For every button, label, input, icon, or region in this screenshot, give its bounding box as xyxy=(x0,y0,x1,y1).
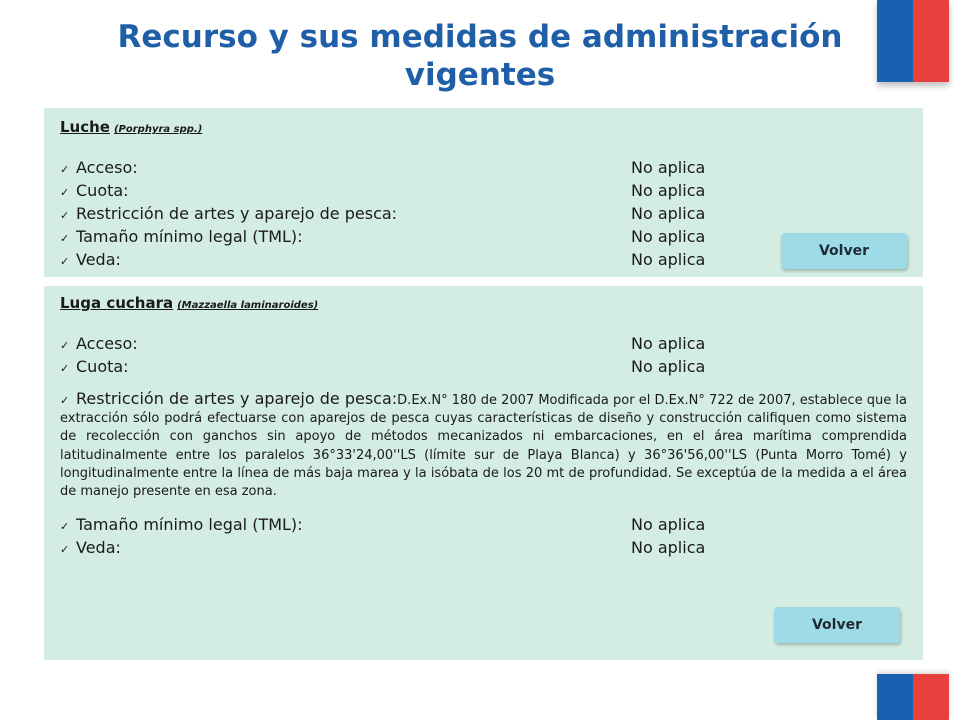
measure-item-acceso xyxy=(60,332,907,355)
measure-label: Acceso: xyxy=(76,158,138,177)
flag-red-stripe xyxy=(913,674,949,720)
checkmark-icon: ✓ xyxy=(60,362,70,375)
volver-button[interactable]: Volver xyxy=(781,233,907,269)
measure-value: No aplica xyxy=(631,334,706,353)
checkmark-icon: ✓ xyxy=(60,394,70,407)
checkmark-icon: ✓ xyxy=(60,520,70,534)
measure-value: No aplica xyxy=(631,515,706,535)
measure-label: Tamaño mínimo legal (TML): xyxy=(76,515,303,535)
chile-flag-logo-bottom xyxy=(877,674,949,720)
species-common-name: Luga cuchara xyxy=(60,294,174,312)
species-common-name: Luche xyxy=(60,118,110,136)
measure-value: No aplica xyxy=(631,250,706,269)
checkmark-icon: ✓ xyxy=(60,255,70,268)
measure-value: No aplica xyxy=(631,158,706,177)
measure-item-tml xyxy=(60,513,907,536)
resource-panel-luga-cuchara xyxy=(44,286,923,660)
measure-value: No aplica xyxy=(631,227,706,246)
flag-red-stripe xyxy=(913,0,949,82)
measure-label: Veda: xyxy=(76,250,121,269)
volver-button[interactable]: Volver xyxy=(774,607,900,643)
measure-item-acceso xyxy=(60,156,907,179)
measure-item-veda xyxy=(60,248,907,271)
species-heading xyxy=(60,116,907,138)
checkmark-icon: ✓ xyxy=(60,163,70,176)
flag-blue-stripe xyxy=(877,0,913,82)
measure-value: No aplica xyxy=(631,538,706,558)
checkmark-icon: ✓ xyxy=(60,543,70,557)
flag-blue-stripe xyxy=(877,674,913,720)
measure-item-tml xyxy=(60,225,907,248)
chile-flag-logo-top xyxy=(877,0,949,82)
measure-label: Restricción de artes y aparejo de pesca: xyxy=(76,389,398,408)
page-title xyxy=(60,18,900,94)
page-title-line2: vigentes xyxy=(404,57,556,93)
measure-label: Acceso: xyxy=(76,334,138,353)
page-title-line1: Recurso y sus medidas de administración xyxy=(117,19,843,55)
checkmark-icon: ✓ xyxy=(60,209,70,222)
measure-item-cuota xyxy=(60,179,907,202)
measure-item-cuota xyxy=(60,355,907,378)
measure-item-veda xyxy=(60,536,907,559)
species-scientific-name: (Mazzaella laminaroides) xyxy=(177,300,319,311)
restriction-paragraph xyxy=(60,390,907,501)
measure-value: No aplica xyxy=(631,357,706,376)
measure-label: Veda: xyxy=(76,538,121,558)
species-scientific-name: (Porphyra spp.) xyxy=(113,124,203,135)
measure-value: D.Ex.N° 180 de 2007 Modificada por el D.Ex.N° 722 de 2007, establece que la extracción sólo podrá efectuarse con aparejos de pesca cuyas características de diseño y construcción califiquen como sistema de recolección con ganchos sin apoyo de métodos mecanizados ni embarcaciones, en el área marítima comprendida latitudinalmente entre los paralelos 36°33'24,00''LS (límite sur de Playa Blanca) y 36°36'56,00''LS (Punta Morro Tomé) y longitudinalmente entre la línea de más baja marea y la isóbata de los 20 mt de profundidad. Se exceptúa de la medida a el área de manejo presente en esa zona. xyxy=(60,393,907,500)
checkmark-icon: ✓ xyxy=(60,339,70,352)
species-heading xyxy=(60,292,907,314)
measure-label: Restricción de artes y aparejo de pesca: xyxy=(76,204,398,223)
measure-item-restriccion xyxy=(60,202,907,225)
checkmark-icon: ✓ xyxy=(60,186,70,199)
measure-value: No aplica xyxy=(631,204,706,223)
measure-label: Cuota: xyxy=(76,357,129,376)
measure-label: Tamaño mínimo legal (TML): xyxy=(76,227,303,246)
checkmark-icon: ✓ xyxy=(60,232,70,245)
measure-label: Cuota: xyxy=(76,181,129,200)
measure-value: No aplica xyxy=(631,181,706,200)
measure-item-restriccion xyxy=(60,390,907,501)
